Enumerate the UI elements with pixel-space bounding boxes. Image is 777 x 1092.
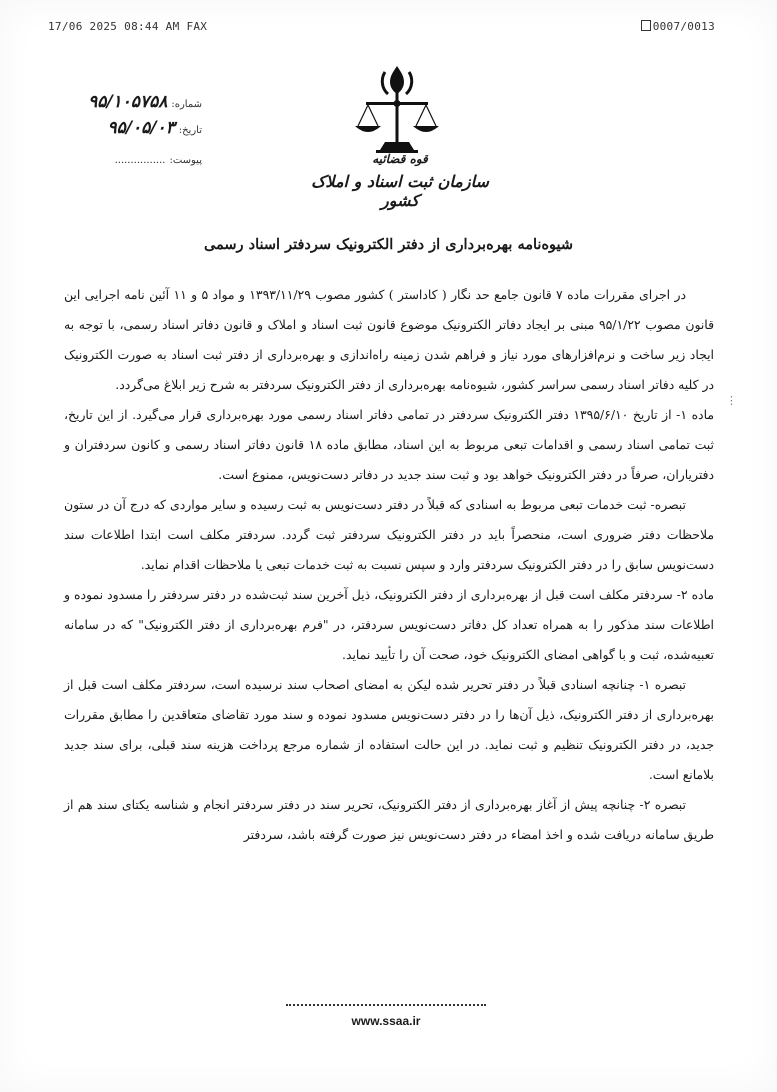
article-2: ماده ۲- سردفتر مکلف است قبل از بهره‌برداری از دفتر الکترونیک، ذیل آخرین سند ثبت‌شده در دفتر سردفتر را مسدود نموده و اطلاعات سند مذکور را به همراه تعداد کل دفاتر دست‌نویس سردفتر، در "فرم بهره‌برداری از دفتر الکترونیک" که در سامانه تعبیه‌شده، ثبت و با گواهی امضای الکترونیک خود، صحت آن را تأیید نماید. — [64, 587, 714, 662]
fax-header — [48, 20, 715, 36]
article-2-note-2: تبصره ۲- چنانچه پیش از آغاز بهره‌برداری از دفتر الکترونیک، تحریر سند در دفتر سردفتر انجام و شناسه یکتای سند هم از طریق سامانه دریافت شده و اخذ امضاء در دفتر دست‌نویس نیز صورت گرفته باشد، سردفتر — [64, 797, 714, 842]
judiciary-name: قوه قضائیه — [372, 152, 428, 166]
footer-divider — [286, 1004, 486, 1006]
intro-paragraph: در اجرای مقررات ماده ۷ قانون جامع حد نگار ( کاداستر ) کشور مصوب ۱۳۹۳/۱۱/۲۹ و مواد ۵ و ۱۱ آئین نامه اجرایی این قانون مصوب ۹۵/۱/۲۲ مبنی بر ایجاد دفاتر الکترونیک موضوع قانون ثبت اسناد و املاک و قانون دفاتر اسناد رسمی، با توجه به ایجاد زیر ساخت و نرم‌افزارهای مورد نیاز و فراهم شدن زمینه راه‌اندازی و بهره‌برداری از دفتر ثبت اسناد به صورت الکترونیک در کلیه دفاتر اسناد رسمی سراسر کشور، شیوه‌نامه بهره‌برداری از دفتر الکترونیک سردفتر به شرح زیر ابلاغ می‌گردد. — [64, 287, 714, 392]
letter-date-row — [108, 118, 202, 138]
document-title: شیوه‌نامه بهره‌برداری از دفتر الکترونیک سردفتر اسناد رسمی — [203, 236, 574, 253]
fax-page-number — [641, 20, 715, 33]
document-body — [64, 280, 714, 850]
iran-emblem-scales-icon — [352, 62, 442, 158]
letter-attachment: ................ — [114, 155, 166, 166]
letter-number-row — [88, 92, 202, 112]
footer-website: www.ssaa.ir — [351, 1014, 421, 1028]
letter-number: ۹۵/۱۰۵۷۵۸ — [88, 92, 168, 112]
letterhead-organization — [300, 152, 500, 210]
letter-attachment-row — [115, 148, 202, 167]
letter-date: ۹۵/۰۵/۰۳ — [107, 118, 175, 138]
letter-attachment-label: پیوست: — [169, 155, 202, 166]
article-1-note: تبصره- ثبت خدمات تبعی مربوط به اسنادی که قبلاً در دفتر دست‌نویس به ثبت رسیده و سایر مواردی که درج آن در ستون ملاحظات دفتر ضروری است، منحصراً باید در دفتر الکترونیک سردفتر ثبت گردد. سردفتر مکلف است ابتدا اطلاعات سند دست‌نویس سابق را در دفتر الکترونیک سردفتر وارد و سپس نسبت به ثبت خدمات تبعی یا ملاحظات اقدام نماید. — [64, 497, 714, 572]
margin-mark: ⋮ — [726, 394, 737, 407]
letter-number-label: شماره: — [171, 99, 202, 110]
article-2-note-1: تبصره ۱- چنانچه اسنادی قبلاً در دفتر تحریر شده لیکن به امضای اصحاب سند نرسیده است، سردفتر مکلف است قبل از بهره‌برداری از دفتر الکترونیک، ذیل آن‌ها را در دفتر دست‌نویس مسدود نموده و سند مورد تقاضای متعاقدین را مطابق مقررات جدید، در دفتر الکترونیک تنظیم و ثبت نماید. در این حالت استفاده از شماره مرجع پرداخت هزینه سند قبلی، برای سند جدید بلامانع است. — [64, 677, 714, 782]
article-1: ماده ۱- از تاریخ ۱۳۹۵/۶/۱۰ دفتر الکترونیک سردفتر در تمامی دفاتر اسناد رسمی مورد بهره‌برداری قرار می‌گیرد. از این تاریخ، ثبت تمامی اسناد رسمی و اقدامات تبعی مربوط به این اسناد، مطابق ماده ۱۸ قانون دفاتر اسناد رسمی و کانون سردفتران و دفتریاران، صرفاً در دفتر الکترونیک خواهد بود و ثبت سند جدید در دفاتر دست‌نویس، ممنوع است. — [64, 407, 714, 482]
letter-date-label: تاریخ: — [178, 125, 202, 136]
organization-name: سازمان ثبت اسناد و املاک کشور — [311, 172, 489, 210]
fax-datetime: 17/06 2025 08:44 AM FAX — [48, 20, 208, 33]
page-box-icon — [641, 20, 651, 31]
fax-page-value: 0007/0013 — [652, 20, 715, 33]
